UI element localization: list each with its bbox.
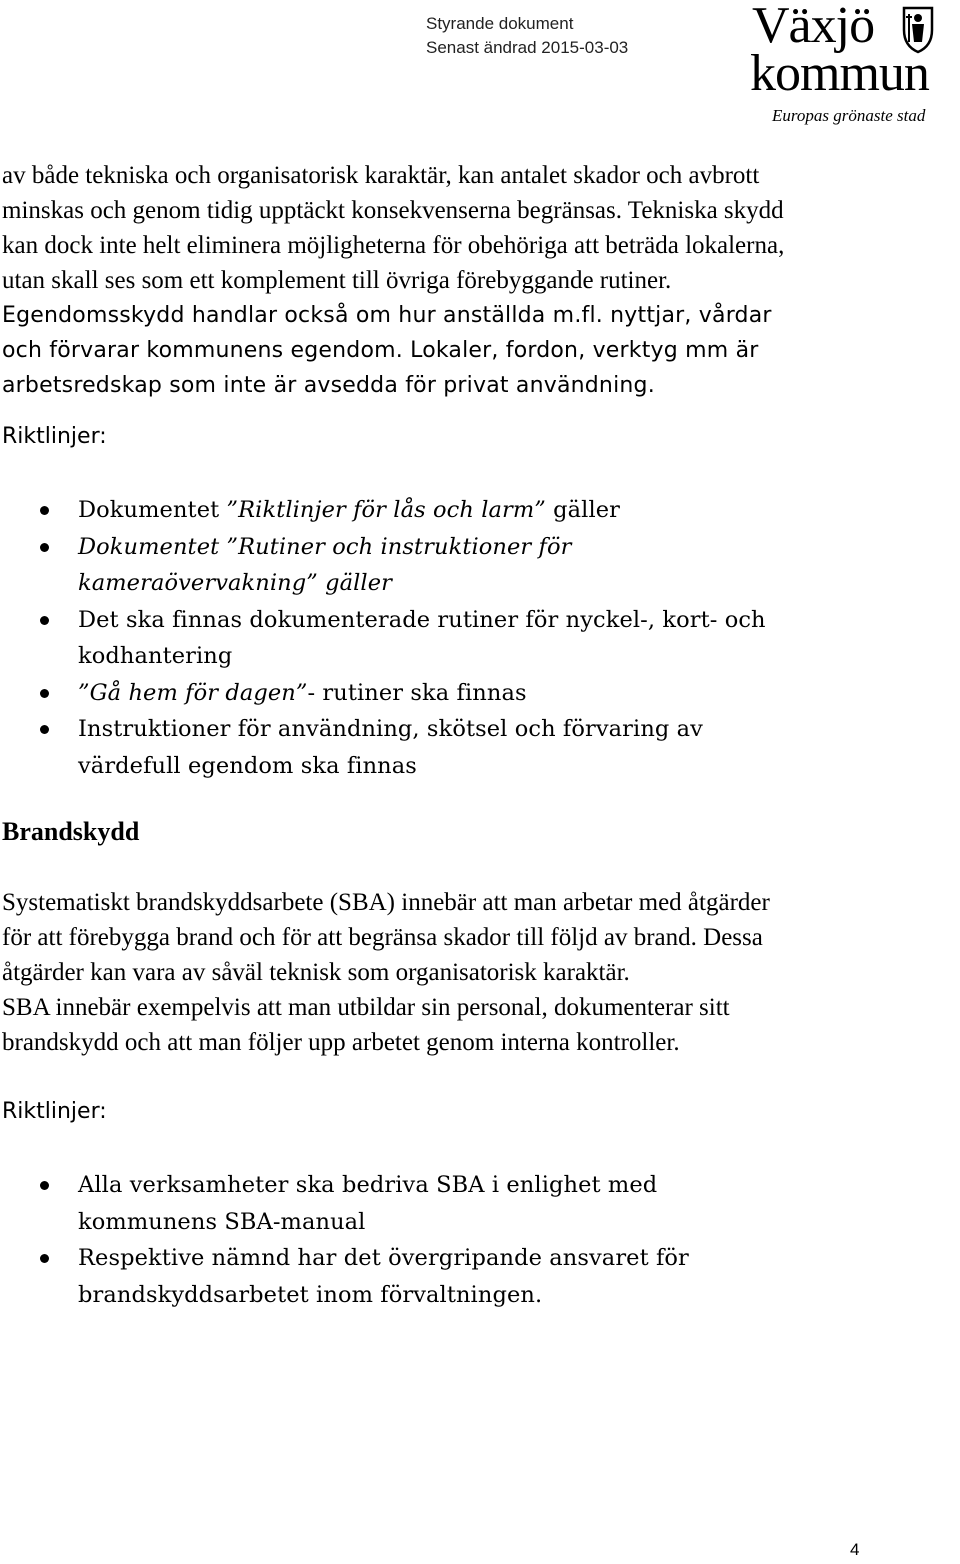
intro-paragraph: av både tekniska och organisatorisk karaktär, kan antalet skador och avbrott minskas och genom tidig upptäckt konsekvenserna begränsas. Tekniska skydd kan dock inte helt eliminera möjligheterna för obehöriga att beträda lokalerna, utan skall ses som ett komplement till övriga förebyggande rutiner. — [2, 162, 785, 294]
fire-protection-paragraph: Systematiskt brandskyddsarbete (SBA) innebär att man arbetar med åtgärder för att förebygga brand och för att begränsa skador till följd av brand. Dessa åtgärder kan vara av såväl teknisk som organisatorisk karaktär. — [2, 889, 770, 986]
logo-word-kommun: kommun — [750, 45, 929, 102]
list-item: Alla verksamheter ska bedriva SBA i enlighet med kommunens SBA-manual — [2, 1167, 802, 1240]
bullet-icon — [40, 616, 49, 625]
list-item: Respektive nämnd har det övergripande ansvaret för brandskyddsarbetet inom förvaltningen. — [2, 1240, 802, 1313]
fire-protection-heading: Brandskydd — [2, 817, 140, 846]
list-item: Instruktioner för användning, skötsel och förvaring av värdefull egendom ska finnas — [2, 711, 802, 784]
list-item: Det ska finnas dokumenterade rutiner för nyckel-, kort- och kodhantering — [2, 602, 802, 675]
logo-word-vaxjo: Växjö — [752, 0, 875, 54]
bullet-icon — [40, 1254, 49, 1263]
guidelines-heading: Riktlinjer: — [2, 424, 107, 449]
guidelines-heading-2: Riktlinjer: — [2, 1099, 107, 1124]
sba-paragraph: SBA innebär exempelvis att man utbildar sin personal, dokumenterar sitt brandskydd och att man följer upp arbetet genom interna kontroller. — [2, 994, 730, 1056]
property-protection-paragraph: Egendomsskydd handlar också om hur anställda m.fl. nyttjar, vårdar och förvarar kommunens egendom. Lokaler, fordon, verktyg mm är arbetsredskap som inte är avsedda för privat användning. — [2, 303, 772, 398]
bullet-icon — [40, 506, 49, 515]
document-type: Styrande dokument — [426, 14, 574, 33]
guidelines-list — [2, 492, 802, 784]
list-item: Dokumentet ”Riktlinjer för lås och larm” gäller — [2, 492, 802, 529]
list-item: ”Gå hem för dagen”- rutiner ska finnas — [2, 675, 802, 712]
coat-of-arms-icon — [898, 4, 938, 54]
guidelines-list-2 — [2, 1167, 802, 1313]
document-body — [2, 158, 802, 1313]
bullet-icon — [40, 1181, 49, 1190]
vaxjo-kommun-logo — [748, 2, 948, 130]
last-modified: Senast ändrad 2015-03-03 — [426, 38, 629, 57]
bullet-icon — [40, 543, 49, 552]
page-number: 4 — [850, 1540, 860, 1559]
bullet-icon — [40, 689, 49, 698]
bullet-icon — [40, 725, 49, 734]
document-header — [426, 12, 628, 60]
list-item: Dokumentet ”Rutiner och instruktioner för kameraövervakning” gäller — [2, 529, 802, 602]
logo-tagline: Europas grönaste stad — [772, 106, 926, 125]
